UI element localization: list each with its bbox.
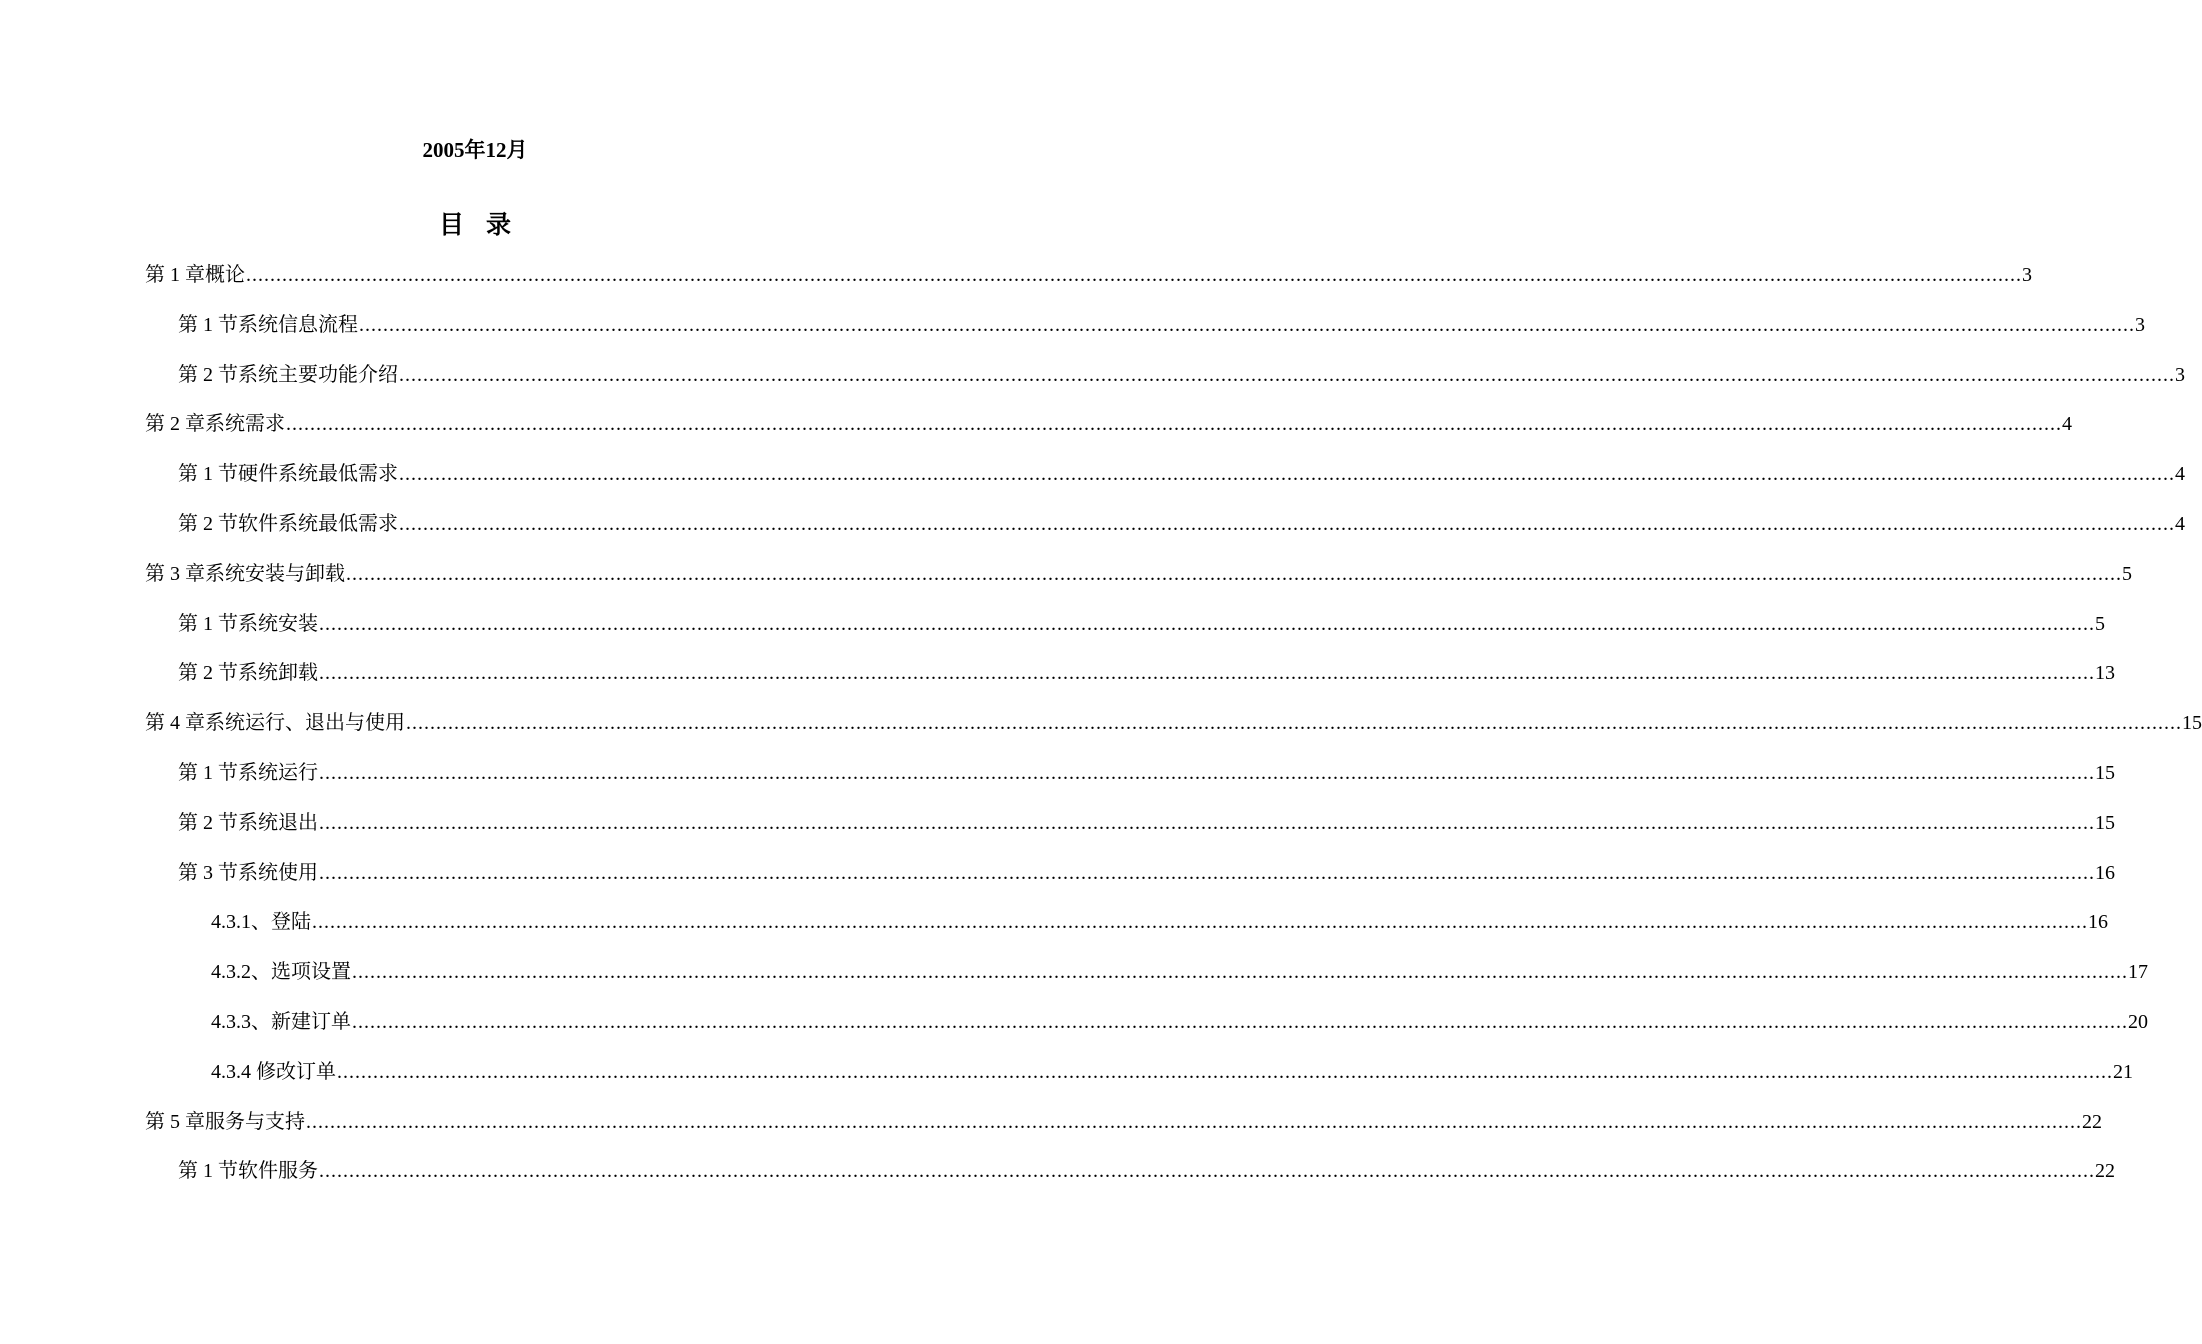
toc-dot-leader xyxy=(319,1156,2095,1186)
toc-entry-page: 15 xyxy=(2182,712,2202,735)
toc-entry[interactable] xyxy=(178,360,2185,390)
toc-dot-leader xyxy=(406,708,2182,738)
toc-dot-leader xyxy=(337,1057,2113,1087)
toc-entry[interactable] xyxy=(211,907,2108,937)
toc-entry-page: 4 xyxy=(2062,413,2072,436)
toc-entry[interactable] xyxy=(211,1007,2148,1037)
toc-entry-page: 16 xyxy=(2088,911,2108,934)
toc-entry-title: 4.3.2、选项设置 xyxy=(211,961,351,984)
toc-dot-leader xyxy=(312,907,2088,937)
toc-dot-leader xyxy=(319,658,2095,688)
toc-dot-leader xyxy=(352,957,2128,987)
toc-entry[interactable] xyxy=(178,808,2115,838)
toc-entry-title: 4.3.1、登陆 xyxy=(211,911,311,934)
toc-entry-title: 系统退出 xyxy=(238,811,318,834)
toc-entry-number: 第 2 节 xyxy=(178,811,238,834)
toc-entry-page: 13 xyxy=(2095,662,2115,685)
toc-entry-title: 软件系统最低需求 xyxy=(238,513,398,535)
toc-entry-title: 硬件系统最低需求 xyxy=(238,463,398,486)
toc-dot-leader xyxy=(286,409,2062,439)
toc-entry-page: 3 xyxy=(2022,264,2032,286)
toc-entry[interactable] xyxy=(178,310,2145,340)
toc-entry-title: 软件服务 xyxy=(238,1160,318,1183)
toc-dot-leader xyxy=(346,559,2122,589)
toc-dot-leader xyxy=(246,260,2022,290)
toc-entry[interactable] xyxy=(178,609,2105,639)
toc-entry-page: 22 xyxy=(2095,1160,2115,1183)
toc-entry-title: 4.3.4 修改订单 xyxy=(211,1060,336,1083)
toc-entry-page: 17 xyxy=(2128,961,2148,984)
toc-entry-number: 第 3 节 xyxy=(178,861,238,884)
toc-entry-number: 第 4 章 xyxy=(145,712,205,735)
toc-entry-title: 系统卸载 xyxy=(238,662,318,685)
toc-entry-page: 15 xyxy=(2095,762,2115,784)
toc-entry-number: 第 1 节 xyxy=(178,463,238,486)
toc-entry-title: 系统信息流程 xyxy=(238,313,358,336)
toc-dot-leader xyxy=(352,1007,2128,1037)
toc-entry-page: 4 xyxy=(2175,463,2185,486)
toc-entry-title: 系统需求 xyxy=(205,413,285,436)
toc-entry[interactable] xyxy=(178,758,2115,788)
toc-dot-leader xyxy=(319,609,2095,639)
toc-entry-page: 4 xyxy=(2175,513,2185,535)
toc-entry-number: 第 2 节 xyxy=(178,513,238,535)
toc-entry-title: 系统安装 xyxy=(238,612,318,635)
toc-entry-number: 第 2 章 xyxy=(145,413,205,436)
toc-entry-title: 系统使用 xyxy=(238,861,318,884)
toc-dot-leader xyxy=(319,758,2095,788)
toc-entry-page: 5 xyxy=(2095,612,2105,635)
toc-entry-number: 第 1 节 xyxy=(178,1160,238,1183)
toc-entry[interactable] xyxy=(178,459,2185,489)
toc-dot-leader xyxy=(306,1107,2082,1137)
toc-entry-page: 3 xyxy=(2175,363,2185,386)
toc-entry[interactable] xyxy=(145,1107,2102,1137)
toc-entry-number: 第 3 章 xyxy=(145,562,205,585)
toc-heading-char-1: 目 xyxy=(438,212,464,239)
toc-entry[interactable] xyxy=(145,708,2202,738)
toc-entry[interactable] xyxy=(178,658,2115,688)
toc-entry-number: 第 1 节 xyxy=(178,612,238,635)
toc-entry[interactable] xyxy=(178,1156,2115,1186)
toc-dot-leader xyxy=(399,360,2175,390)
toc-entry-number: 第 1 节 xyxy=(178,762,238,784)
toc-entry-title: 系统安装与卸载 xyxy=(205,562,345,585)
toc-entry-title: 服务与支持 xyxy=(205,1110,305,1133)
toc-entry-number: 第 1 章 xyxy=(145,264,205,286)
toc-entry-title: 4.3.3、新建订单 xyxy=(211,1011,351,1033)
toc-entry[interactable] xyxy=(211,1057,2133,1087)
toc-entry-page: 3 xyxy=(2135,313,2145,336)
toc-entry-title: 概论 xyxy=(205,264,245,286)
toc-dot-leader xyxy=(399,459,2175,489)
toc-entry-number: 第 2 节 xyxy=(178,662,238,685)
toc-entry-page: 15 xyxy=(2095,811,2115,834)
toc-entry[interactable] xyxy=(145,559,2132,589)
toc-entry-page: 5 xyxy=(2122,562,2132,585)
toc-entry-page: 16 xyxy=(2095,861,2115,884)
toc-entry-title: 系统运行 xyxy=(238,762,318,784)
toc-entry[interactable] xyxy=(145,409,2072,439)
toc-heading xyxy=(0,210,950,242)
toc-entry[interactable] xyxy=(145,260,2032,290)
toc-heading-char-2: 录 xyxy=(486,212,512,239)
toc-entry-title: 系统主要功能介绍 xyxy=(238,363,398,386)
toc-dot-leader xyxy=(319,808,2095,838)
toc-entry-number: 第 5 章 xyxy=(145,1110,205,1133)
toc-entry[interactable] xyxy=(178,858,2115,888)
toc-entry-number: 第 2 节 xyxy=(178,363,238,386)
toc-entry-title: 系统运行、退出与使用 xyxy=(205,712,405,735)
toc-dot-leader xyxy=(359,310,2135,340)
toc-entry[interactable] xyxy=(211,957,2148,987)
toc-entry-page: 21 xyxy=(2113,1060,2133,1083)
toc-dot-leader xyxy=(319,858,2095,888)
toc-entry-page: 20 xyxy=(2128,1011,2148,1033)
toc-dot-leader xyxy=(399,509,2175,539)
toc-entry[interactable] xyxy=(178,509,2185,539)
document-date: 2005年12月 xyxy=(422,138,528,162)
toc-entry-number: 第 1 节 xyxy=(178,313,238,336)
toc-entry-page: 22 xyxy=(2082,1110,2102,1133)
